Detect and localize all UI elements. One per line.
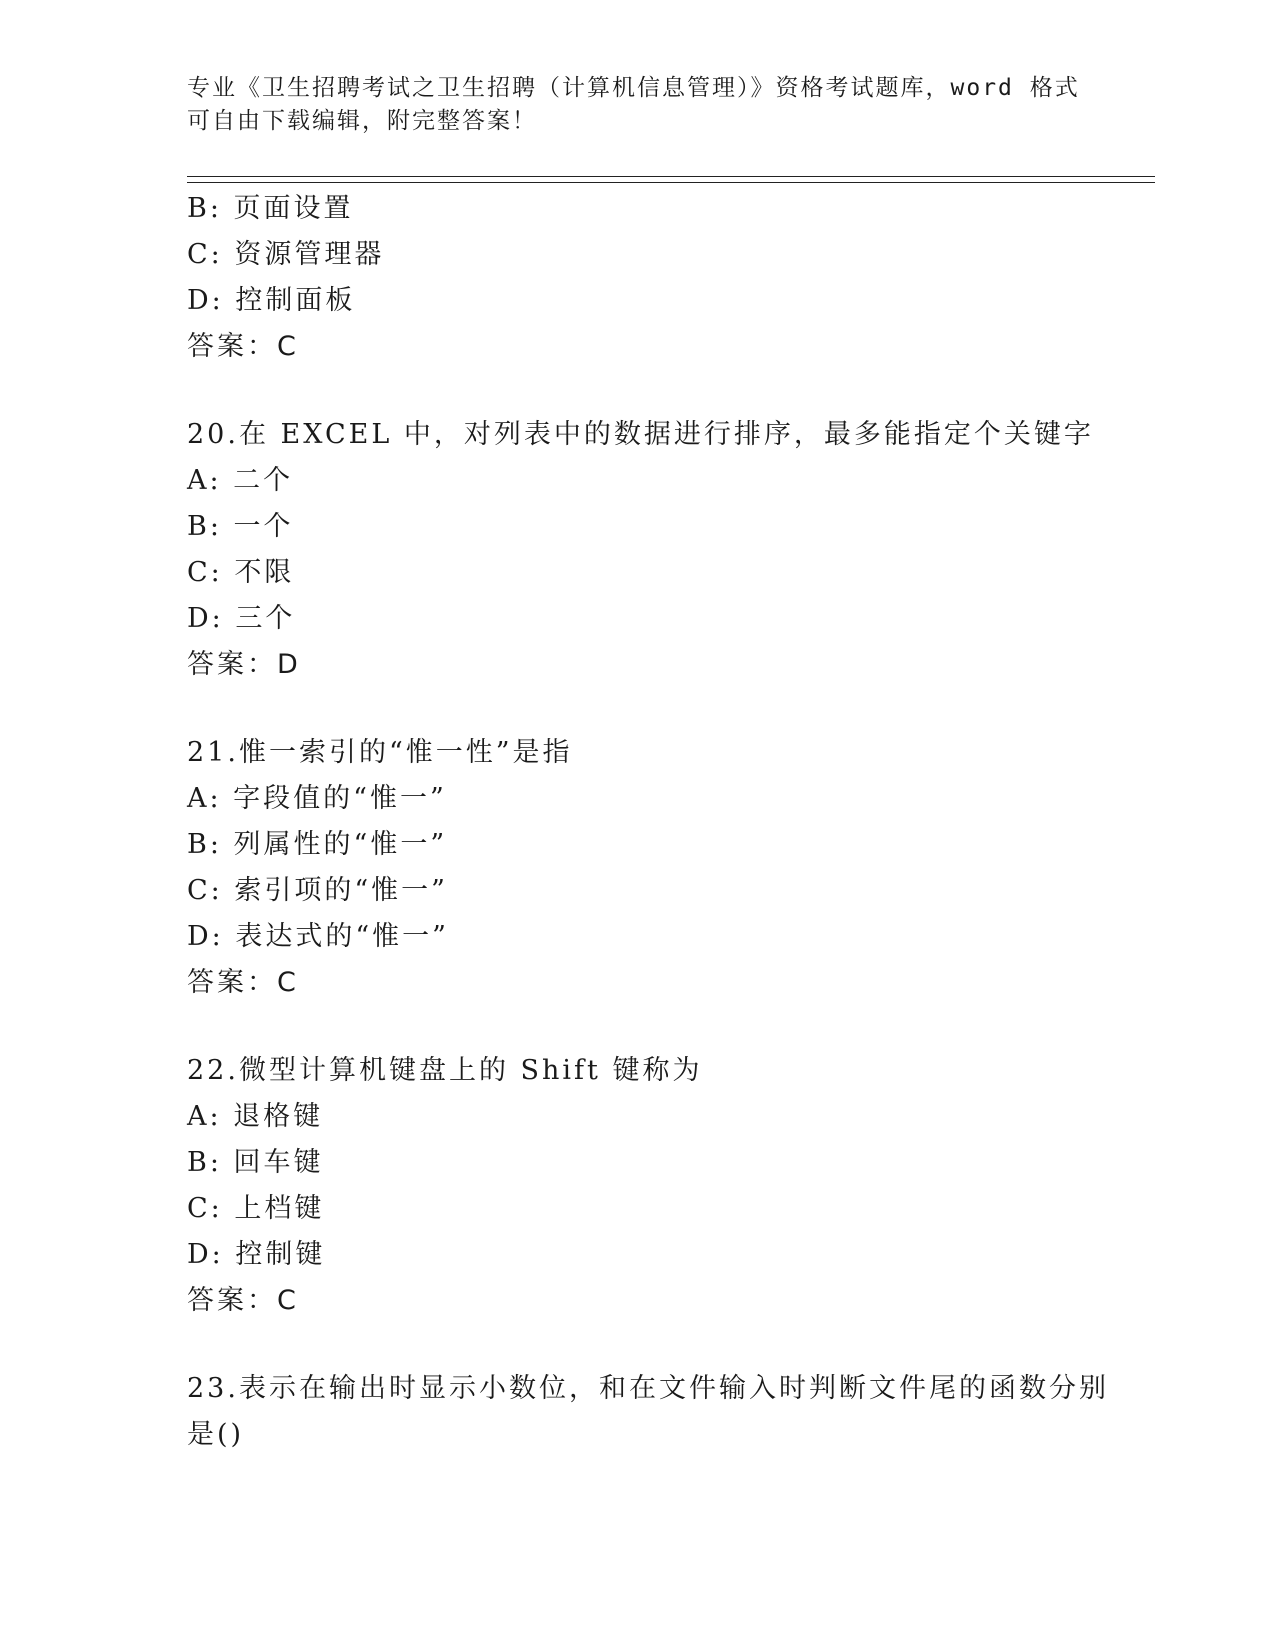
- option-b: B: 页面设置: [187, 193, 354, 224]
- question-text: 20.在 EXCEL 中，对列表中的数据进行排序，最多能指定个关键字: [187, 419, 1094, 450]
- header-divider-bottom: [187, 182, 1155, 183]
- question-20: [187, 412, 1094, 688]
- answer: 答案：D: [187, 649, 301, 680]
- answer: 答案：C: [187, 331, 299, 362]
- option-b: B: 列属性的“惟一”: [187, 829, 448, 860]
- question-19-tail: [187, 186, 1087, 370]
- option-a: A: 字段值的“惟一”: [187, 783, 447, 814]
- header-line-1: 专业《卫生招聘考试之卫生招聘（计算机信息管理）》资格考试题库，word 格式: [187, 75, 1080, 101]
- option-c: C: 资源管理器: [187, 239, 385, 270]
- option-d: D: 表达式的“惟一”: [187, 921, 449, 952]
- option-b: B: 一个: [187, 511, 294, 542]
- question-text-line-2: 是(): [187, 1419, 245, 1450]
- option-b: B: 回车键: [187, 1147, 324, 1178]
- option-c: C: 索引项的“惟一”: [187, 875, 448, 906]
- header-line-2: 可自由下载编辑，附完整答案！: [187, 108, 537, 134]
- question-text: 22.微型计算机键盘上的 Shift 键称为: [187, 1055, 703, 1086]
- answer: 答案：C: [187, 967, 299, 998]
- question-23: [187, 1366, 1109, 1458]
- answer: 答案：C: [187, 1285, 299, 1316]
- question-text: 21.惟一索引的“惟一性”是指: [187, 737, 573, 768]
- document-header: [187, 72, 1087, 138]
- question-list: [187, 186, 1109, 1458]
- question-21: [187, 730, 1087, 1006]
- option-a: A: 退格键: [187, 1101, 324, 1132]
- header-divider-top: [187, 176, 1155, 177]
- option-d: D: 三个: [187, 603, 296, 634]
- option-c: C: 不限: [187, 557, 295, 588]
- option-d: D: 控制键: [187, 1239, 326, 1270]
- option-c: C: 上档键: [187, 1193, 325, 1224]
- option-a: A: 二个: [187, 465, 294, 496]
- question-22: [187, 1048, 1087, 1324]
- question-text-line-1: 23.表示在输出时显示小数位，和在文件输入时判断文件尾的函数分别: [187, 1373, 1109, 1404]
- option-d: D: 控制面板: [187, 285, 356, 316]
